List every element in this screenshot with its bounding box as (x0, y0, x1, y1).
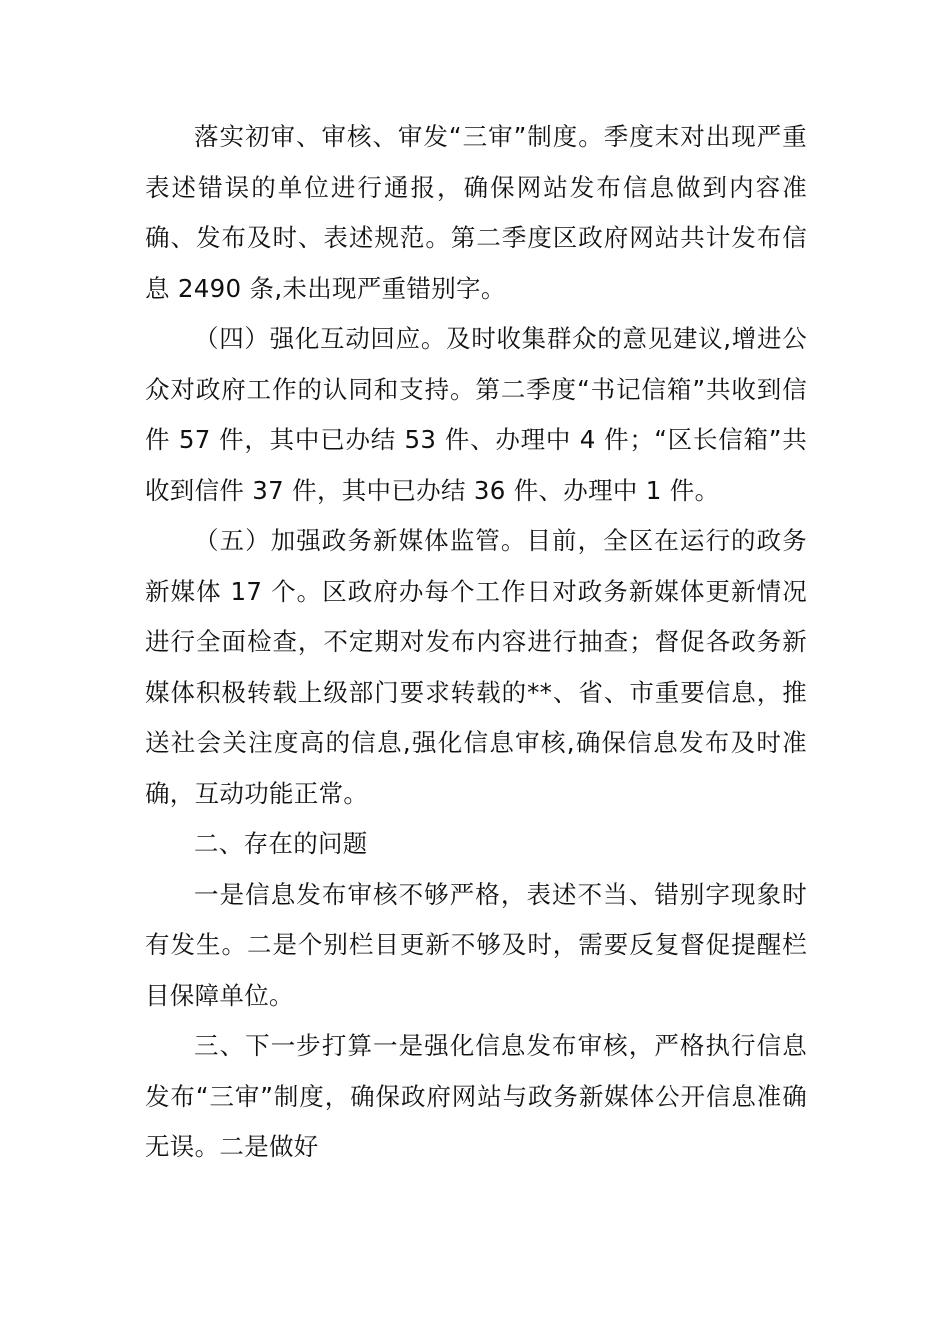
paragraph-problems: 一是信息发布审核不够严格，表述不当、错别字现象时有发生。二是个别栏目更新不够及时，需要反复督促提醒栏目保障单位。 (145, 879, 807, 1010)
paragraph-new-media-supervision: （五）加强政务新媒体监管。目前，全区在运行的政务新媒体 17 个。区政府办每个工作日对政务新媒体更新情况进行全面检查，不定期对发布内容进行抽查；督促各政务新媒体积极转载上级部门要求转载的**、省、市重要信息，推送社会关注度高的信息,强化信息审核,确保信息发布及时准确，互动功能正常。 (145, 526, 807, 808)
paragraph-next-steps: 三、下一步打算一是强化信息发布审核，严格执行信息发布“三审”制度，确保政府网站与政务新媒体公开信息准确无误。二是做好 (145, 1031, 807, 1161)
section-heading-problems: 二、存在的问题 (194, 829, 368, 858)
paragraph-interaction-response: （四）强化互动回应。及时收集群众的意见建议,增进公众对政府工作的认同和支持。第二季度“书记信箱”共收到信件 57 件，其中已办结 53 件、办理中 4 件；“区长信箱”共收到信件 37 件，其中已办结 36 件、办理中 1 件。 (145, 324, 807, 505)
paragraph-three-review: 落实初审、审核、审发“三审”制度。季度末对出现严重表述错误的单位进行通报，确保网站发布信息做到内容准确、发布及时、表述规范。第二季度区政府网站共计发布信息 2490 条,未出现严重错别字。 (145, 122, 807, 303)
document-body (145, 112, 807, 1173)
